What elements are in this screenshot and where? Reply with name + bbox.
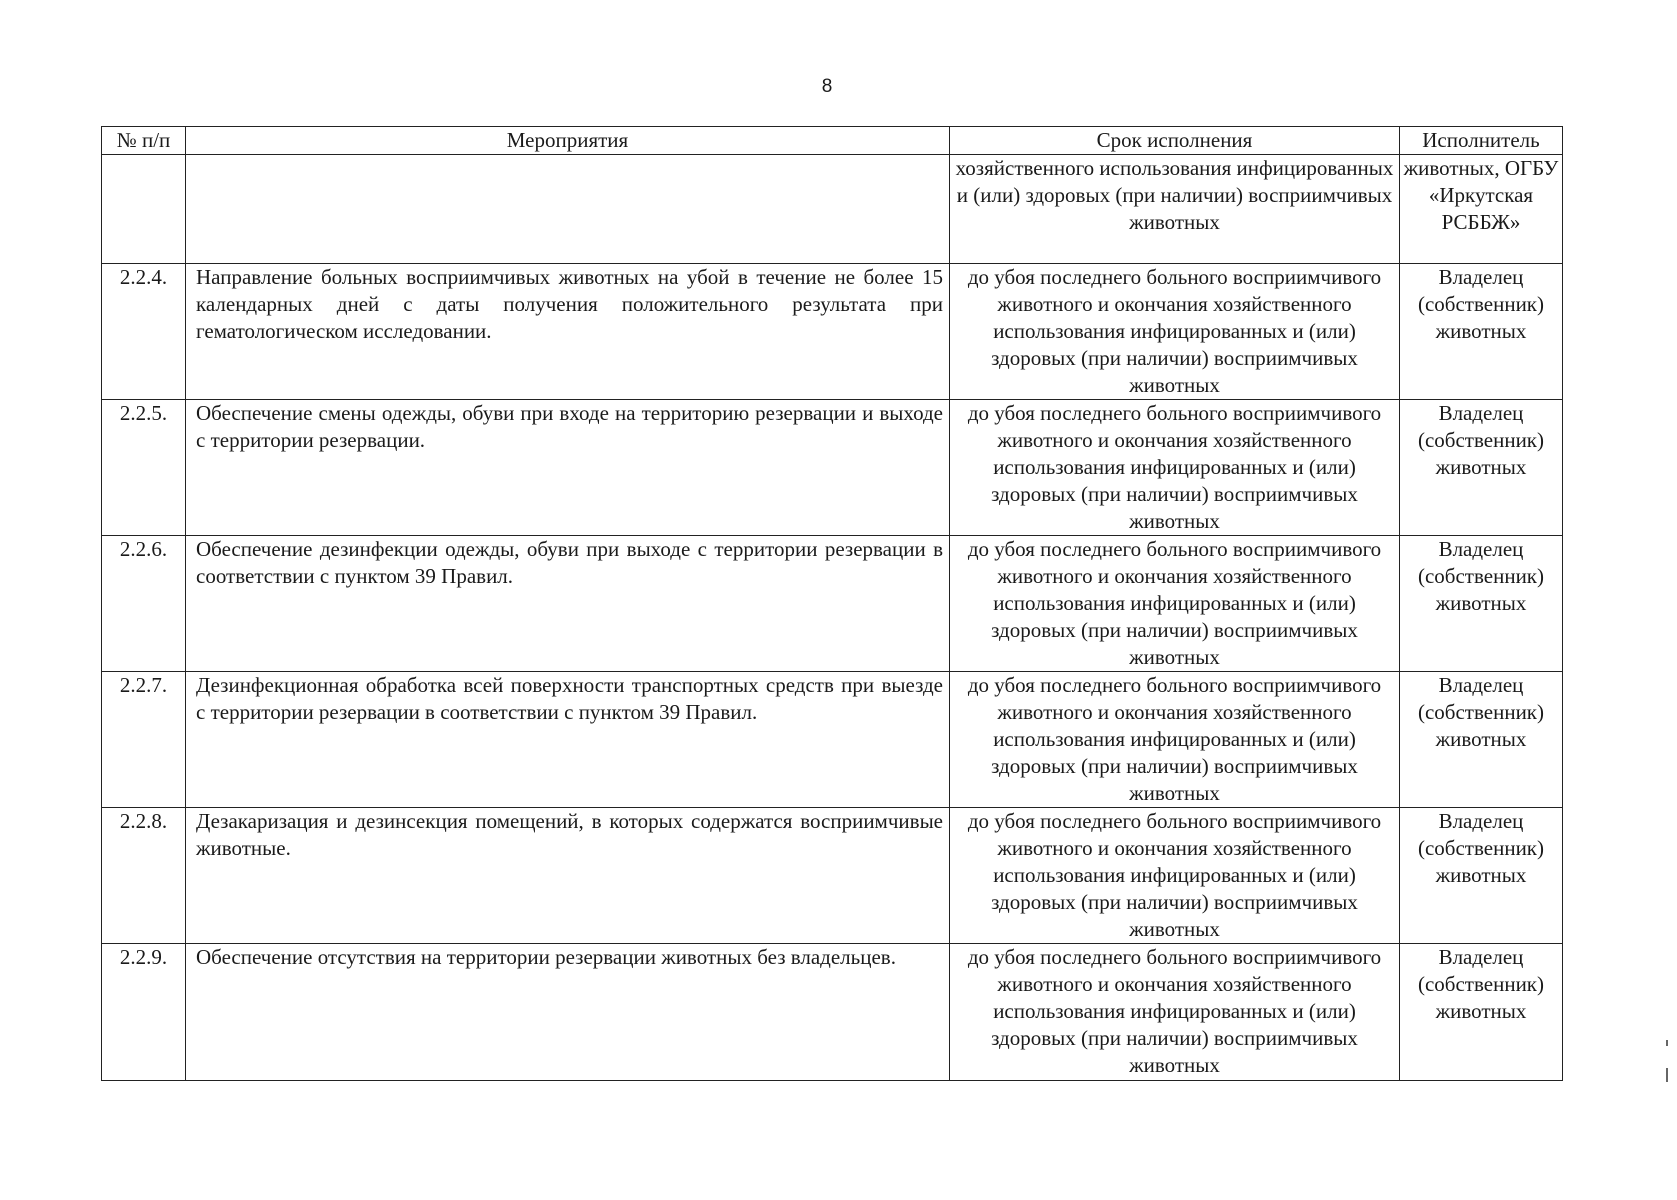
table-row (102, 672, 1563, 808)
row-number: 2.2.9. (102, 944, 186, 1081)
table-row (102, 400, 1563, 536)
row-measure: Обеспечение отсутствия на территории резервации животных без владельцев. (186, 944, 950, 1081)
row-measure: Направление больных восприимчивых животных на убой в течение не более 15 календарных дней с даты получения положительного результата при гематологическом исследовании. (186, 264, 950, 400)
row-number: 2.2.6. (102, 536, 186, 672)
row-deadline: до убоя последнего больного восприимчивого животного и окончания хозяйственного использования инфицированных и (или) здоровых (при наличии) восприимчивых животных (950, 944, 1400, 1081)
row-number (102, 155, 186, 264)
row-number: 2.2.8. (102, 808, 186, 944)
row-measure (186, 155, 950, 264)
row-deadline: до убоя последнего больного восприимчивого животного и окончания хозяйственного использования инфицированных и (или) здоровых (при наличии) восприимчивых животных (950, 264, 1400, 400)
header-executor: Исполнитель (1400, 127, 1563, 155)
row-measure: Обеспечение смены одежды, обуви при входе на территорию резервации и выходе с территории резервации. (186, 400, 950, 536)
row-executor: животных, ОГБУ «Иркутская РСББЖ» (1400, 155, 1563, 264)
table-row (102, 155, 1563, 264)
row-deadline: до убоя последнего больного восприимчивого животного и окончания хозяйственного использования инфицированных и (или) здоровых (при наличии) восприимчивых животных (950, 808, 1400, 944)
row-executor: Владелец (собственник) животных (1400, 264, 1563, 400)
table-row (102, 808, 1563, 944)
scan-edge-mark (1666, 1040, 1668, 1046)
header-measure: Мероприятия (186, 127, 950, 155)
row-deadline: до убоя последнего больного восприимчивого животного и окончания хозяйственного использования инфицированных и (или) здоровых (при наличии) восприимчивых животных (950, 672, 1400, 808)
row-executor: Владелец (собственник) животных (1400, 536, 1563, 672)
row-executor: Владелец (собственник) животных (1400, 944, 1563, 1081)
header-row (102, 127, 1563, 155)
row-executor: Владелец (собственник) животных (1400, 400, 1563, 536)
header-num: № п/п (102, 127, 186, 155)
table-header (102, 127, 1563, 155)
measures-table (101, 126, 1563, 1081)
row-measure: Обеспечение дезинфекции одежды, обуви при выходе с территории резервации в соответствии с пунктом 39 Правил. (186, 536, 950, 672)
header-deadline: Срок исполнения (950, 127, 1400, 155)
row-executor: Владелец (собственник) животных (1400, 672, 1563, 808)
row-deadline: хозяйственного использования инфицированных и (или) здоровых (при наличии) восприимчивых животных (950, 155, 1400, 264)
table-row (102, 536, 1563, 672)
table-row (102, 944, 1563, 1081)
row-executor: Владелец (собственник) животных (1400, 808, 1563, 944)
table-body (102, 155, 1563, 1081)
row-number: 2.2.5. (102, 400, 186, 536)
row-number: 2.2.7. (102, 672, 186, 808)
scan-edge-mark (1666, 1068, 1668, 1082)
row-measure: Дезакаризация и дезинсекция помещений, в которых содержатся восприимчивые животные. (186, 808, 950, 944)
row-number: 2.2.4. (102, 264, 186, 400)
row-deadline: до убоя последнего больного восприимчивого животного и окончания хозяйственного использования инфицированных и (или) здоровых (при наличии) восприимчивых животных (950, 536, 1400, 672)
row-deadline: до убоя последнего больного восприимчивого животного и окончания хозяйственного использования инфицированных и (или) здоровых (при наличии) восприимчивых животных (950, 400, 1400, 536)
row-measure: Дезинфекционная обработка всей поверхности транспортных средств при выезде с территории резервации в соответствии с пунктом 39 Правил. (186, 672, 950, 808)
table-row (102, 264, 1563, 400)
page-number: 8 (821, 76, 833, 97)
